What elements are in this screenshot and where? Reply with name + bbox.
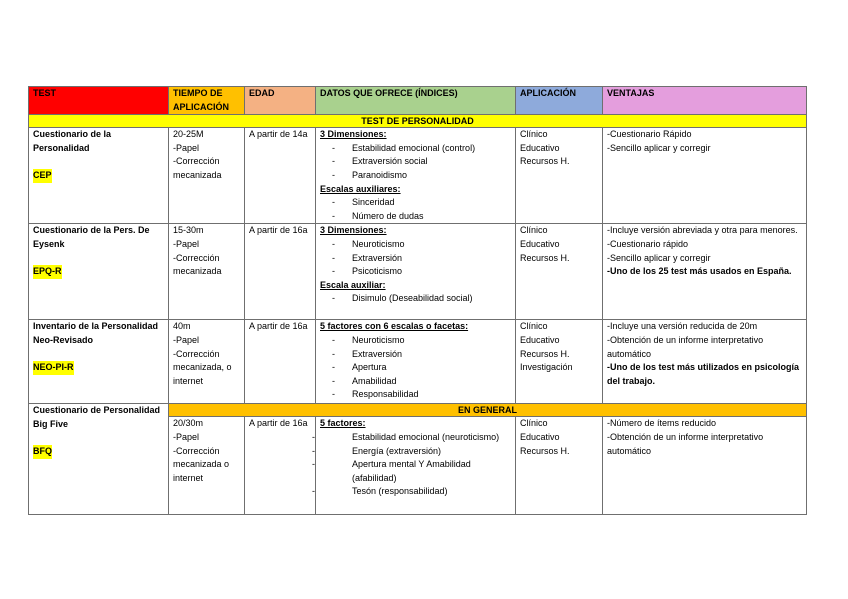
index-item-text: Neuroticismo [352,334,405,345]
index-item [312,445,511,459]
section-title-personalidad: TEST DE PERSONALIDAD [29,115,807,128]
test-name: Cuestionario de Personalidad Big Five [33,405,161,429]
ventaja-line: -Sencillo aplicar y corregir [607,142,711,153]
index-item [320,348,511,362]
cell-edad: A partir de 14a [245,128,316,224]
index-item-text: Paranoidismo [352,169,408,180]
dash-marker: - [332,362,335,373]
test-abbreviation: BFQ [33,445,52,459]
dash-marker: - [332,197,335,208]
index-heading: Escalas auxiliares: [320,183,401,194]
dash-marker: - [312,459,315,470]
header-datos: DATOS QUE OFRECE (ÍNDICES) [316,87,516,115]
aplicacion-line: Educativo [520,142,560,153]
index-item [320,388,511,402]
ventaja-line: -Incluye una versión reducida de 20m [607,321,758,332]
header-aplicacion: APLICACIÓN [516,87,603,115]
cell-aplicacion [516,128,603,224]
cell-ventajas [603,224,807,320]
dash-marker: - [332,142,335,153]
tiempo-line: mecanizada [173,169,222,180]
cell-aplicacion [516,417,603,515]
aplicacion-line: Clínico [520,321,548,332]
cell-aplicacion [516,224,603,320]
index-heading: 5 factores: [320,418,366,429]
tiempo-line: -Corrección [173,156,220,167]
cell-tiempo [169,320,245,404]
tiempo-line: internet [173,472,204,483]
index-item [320,142,511,156]
header-test: TEST [29,87,169,115]
aplicacion-line: Clínico [520,129,548,140]
index-item [320,265,511,279]
ventaja-line: -Obtención de un informe interpretativo automático [607,334,764,359]
index-item-text: Número de dudas [352,210,424,221]
index-item [320,169,511,183]
tiempo-line: -Papel [173,334,200,345]
table-row [29,128,807,224]
ventaja-destacada: -Uno de los 25 test más usados en España. [607,266,792,277]
dash-marker: - [312,445,315,456]
index-item-text: Energía (extraversión) [352,445,442,456]
aplicacion-line: Educativo [520,238,560,249]
ventaja-line: -Obtención de un informe interpretativo automático [607,431,764,456]
tiempo-line: -Papel [173,142,200,153]
tiempo-line: -Corrección [173,252,220,263]
cell-datos [316,224,516,320]
aplicacion-line: Clínico [520,225,548,236]
aplicacion-line: Recursos H. [520,348,570,359]
table-row [29,404,807,417]
index-item [320,155,511,169]
header-edad: EDAD [245,87,316,115]
aplicacion-line: Recursos H. [520,445,570,456]
ventaja-line: -Número de ítems reducido [607,418,717,429]
index-item-text: Apertura mental Y Amabilidad (afabilidad) [352,459,471,483]
dash-marker: - [332,169,335,180]
cell-tiempo [169,128,245,224]
aplicacion-line: Clínico [520,418,548,429]
dash-marker: - [332,375,335,386]
index-item [320,196,511,210]
dash-marker: - [332,252,335,263]
tiempo-line: -Papel [173,431,200,442]
index-heading: 3 Dimensiones: [320,129,387,140]
tiempo-line: 20/30m [173,418,204,429]
cell-aplicacion [516,320,603,404]
dash-marker: - [312,486,315,497]
cell-test [29,128,169,224]
index-item [320,361,511,375]
ventaja-line: -Sencillo aplicar y corregir [607,252,711,263]
tiempo-line: mecanizada o [173,459,230,470]
index-heading: 5 factores con 6 escalas o facetas: [320,321,469,332]
tiempo-line: -Papel [173,238,200,249]
dash-marker: - [312,431,315,442]
cell-tiempo [169,224,245,320]
aplicacion-line: Investigación [520,362,573,373]
index-item [320,292,511,306]
cell-ventajas [603,320,807,404]
index-item-text: Extraversión [352,252,403,263]
tiempo-line: -Corrección [173,445,220,456]
index-item [320,238,511,252]
dash-marker: - [332,210,335,221]
test-name: Inventario de la Personalidad Neo-Revisado [33,321,159,345]
cell-test [29,320,169,404]
cell-edad: A partir de 16a [245,224,316,320]
index-heading: Escala auxiliar: [320,279,386,290]
cell-test [29,224,169,320]
cell-datos [316,320,516,404]
index-heading: 3 Dimensiones: [320,225,387,236]
index-item-text: Amabilidad [352,375,397,386]
cell-edad: A partir de 16a [245,417,316,515]
tiempo-line: 20-25M [173,129,204,140]
tiempo-line: -Corrección [173,348,220,359]
tiempo-line: mecanizada, o [173,362,232,373]
table-row [29,320,807,404]
dash-marker: - [332,266,335,277]
index-item [320,210,511,224]
tiempo-line: 40m [173,321,191,332]
index-item [312,431,511,445]
test-abbreviation: CEP [33,169,52,183]
cell-edad: A partir de 16a [245,320,316,404]
cell-datos [312,417,516,515]
index-item [312,485,511,499]
cell-tiempo [169,417,245,515]
header-ventajas: VENTAJAS [603,87,807,115]
index-item-text: Extraversión social [352,156,428,167]
section-row-personalidad [29,115,807,128]
index-item-text: Estabilidad emocional (neuroticismo) [352,431,500,442]
index-item-text: Disimulo (Deseabilidad social) [352,293,473,304]
index-item-text: Neuroticismo [352,238,405,249]
index-item-text: Responsabilidad [352,389,419,400]
ventaja-destacada: -Uno de los test más utilizados en psicología del trabajo. [607,362,800,386]
index-item-text: Sinceridad [352,197,395,208]
test-abbreviation: NEO-PI-R [33,361,74,375]
header-tiempo: TIEMPO DE APLICACIÓN [169,87,245,115]
index-item-text: Psicoticismo [352,266,403,277]
ventaja-line: -Cuestionario Rápido [607,129,692,140]
cell-ventajas [603,417,807,515]
index-item-text: Estabilidad emocional (control) [352,142,476,153]
cell-datos [316,128,516,224]
tiempo-line: mecanizada [173,266,222,277]
table-row [29,224,807,320]
index-item [320,334,511,348]
aplicacion-line: Educativo [520,431,560,442]
dash-marker: - [332,334,335,345]
test-abbreviation: EPQ-R [33,265,62,279]
dash-marker: - [332,238,335,249]
index-item [320,375,511,389]
cell-ventajas [603,128,807,224]
dash-marker: - [332,389,335,400]
aplicacion-line: Recursos H. [520,252,570,263]
index-item [320,252,511,266]
test-name: Cuestionario de la Pers. De Eysenk [33,225,150,249]
header-row [29,87,807,115]
dash-marker: - [332,293,335,304]
personality-tests-table [28,86,807,515]
index-item-text: Tesón (responsabilidad) [352,486,448,497]
dash-marker: - [332,348,335,359]
index-item-text: Extraversión [352,348,403,359]
cell-test [29,404,169,515]
dash-marker: - [332,156,335,167]
aplicacion-line: Educativo [520,334,560,345]
index-item-text: Apertura [352,362,387,373]
ventaja-line: -Cuestionario rápido [607,238,689,249]
index-item [312,458,511,485]
ventaja-line: -Incluye versión abreviada y otra para menores. [607,225,798,236]
test-name: Cuestionario de la Personalidad [33,129,112,153]
section-title-general: EN GENERAL [169,404,807,417]
tiempo-line: 15-30m [173,225,204,236]
aplicacion-line: Recursos H. [520,156,570,167]
tiempo-line: internet [173,375,204,386]
